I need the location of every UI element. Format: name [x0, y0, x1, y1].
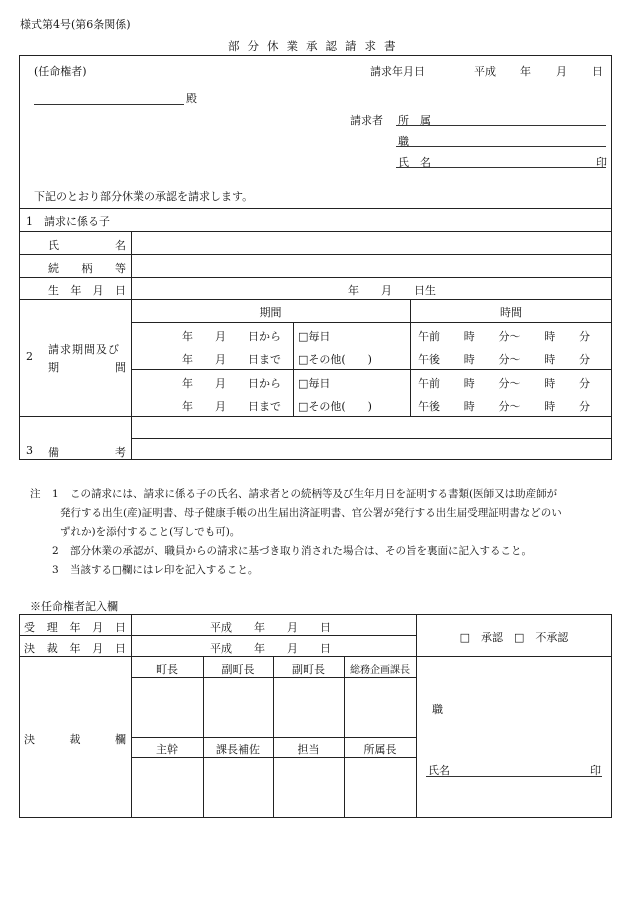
- divider: [203, 656, 204, 818]
- divider: [131, 438, 612, 439]
- approver-header: 所属長: [363, 743, 397, 756]
- period-range: 年 月 日まで: [182, 400, 281, 413]
- note-2-number: 2: [52, 545, 59, 557]
- note-3: 当該する□欄にはレ印を記入すること。: [70, 564, 259, 576]
- note-1-line2: 発行する出生(産)証明書、母子健康手帳の出生届出済証明書、官公署が発行する出生届受理証明書などのい: [60, 507, 562, 519]
- approver-header: 主幹: [156, 743, 178, 756]
- request-date-year: 年: [520, 65, 531, 78]
- request-date-era: 平成: [474, 65, 496, 78]
- period-header: 期間: [259, 306, 282, 319]
- section1-title: 1 請求に係る子: [26, 215, 110, 228]
- period-option[interactable]: □その他( ): [298, 400, 372, 413]
- notes-prefix: 注: [30, 488, 41, 500]
- requester-post-line: [396, 146, 606, 147]
- period-option[interactable]: □毎日: [298, 377, 331, 390]
- time-range: 午前 時 分〜 時 分: [418, 377, 590, 390]
- divider: [19, 299, 612, 300]
- divider: [273, 656, 274, 818]
- approver-header: 担当: [297, 743, 320, 756]
- divider: [131, 322, 612, 323]
- authority-section-title: ※任命権者記入欄: [30, 600, 118, 613]
- received-date-label: 受 理 年 月 日: [24, 621, 126, 634]
- child-relation-label: 続 柄 等: [48, 262, 126, 275]
- period-range: 年 月 日まで: [182, 353, 281, 366]
- form-title: 部分休業承認請求書: [228, 39, 404, 53]
- section2-number: 2: [26, 350, 33, 363]
- request-date-day: 日: [592, 65, 603, 78]
- decided-date-value: 平成 年 月 日: [210, 642, 331, 655]
- approver-header: 副町長: [221, 663, 255, 676]
- label-column-divider: [131, 614, 132, 818]
- child-dob-label: 生 年 月 日: [48, 284, 126, 297]
- decided-date-label: 決 裁 年 月 日: [24, 642, 126, 655]
- authority-name-line: [426, 776, 602, 777]
- period-range: 年 月 日から: [182, 330, 281, 343]
- divider: [19, 635, 416, 636]
- requester-name-line: [396, 167, 606, 168]
- period-option[interactable]: □毎日: [298, 330, 331, 343]
- time-range: 午後 時 分〜 時 分: [418, 400, 590, 413]
- authority-name-label: 氏名: [428, 764, 450, 777]
- request-date-label: 請求年月日: [370, 65, 425, 78]
- intro-text: 下記のとおり部分休業の承認を請求します。: [34, 190, 254, 203]
- authority-label: (任命権者): [34, 65, 87, 78]
- requester-dept-label: 所 属: [398, 114, 431, 127]
- requester-post-label: 職: [398, 135, 409, 148]
- approval-options[interactable]: □ 承認 □ 不承認: [459, 631, 569, 644]
- authority-name-line: [34, 104, 184, 105]
- kessai-label: 決 裁 欄: [24, 733, 126, 746]
- time-header: 時間: [500, 306, 522, 319]
- period-range: 年 月 日から: [182, 377, 281, 390]
- requester-label: 請求者: [350, 114, 383, 127]
- divider: [19, 416, 612, 417]
- remarks-label: 備 考: [48, 446, 126, 459]
- approver-header: 副町長: [292, 663, 325, 676]
- form-number: 様式第4号(第6条関係): [20, 18, 131, 31]
- note-2: 部分休業の承認が、職員からの請求に基づき取り消された場合は、その旨を裏面に記入すること。: [70, 545, 532, 557]
- section2-label-line1: 請求期間及び: [48, 343, 120, 356]
- label-column-divider: [131, 231, 132, 460]
- approver-header: 課長補佐: [216, 743, 260, 756]
- divider: [19, 656, 612, 657]
- requester-seal: 印: [596, 156, 607, 169]
- child-name-label: 氏 名: [48, 239, 126, 252]
- time-range: 午前 時 分〜 時 分: [418, 330, 590, 343]
- note-1-line3: ずれか)を添付すること(写しでも可)。: [60, 526, 241, 538]
- period-option-divider: [293, 322, 294, 416]
- approver-header: 総務企画課長: [350, 665, 410, 676]
- received-date-value: 平成 年 月 日: [210, 621, 331, 634]
- section2-label-line2: 期 間: [48, 361, 126, 374]
- note-1-number: 1: [52, 488, 59, 500]
- time-range: 午後 時 分〜 時 分: [418, 353, 590, 366]
- requester-dept-line: [396, 125, 606, 126]
- authority-seal: 印: [590, 764, 601, 777]
- approver-header: 町長: [156, 663, 178, 676]
- dono-label: 殿: [186, 92, 197, 105]
- requester-name-label: 氏 名: [398, 156, 431, 169]
- authority-post-label: 職: [432, 703, 443, 716]
- period-option[interactable]: □その他( ): [298, 353, 372, 366]
- divider: [19, 254, 612, 255]
- divider: [19, 277, 612, 278]
- section3-number: 3: [26, 444, 33, 457]
- request-date-month: 月: [556, 65, 567, 78]
- divider: [131, 369, 612, 370]
- child-dob-value: 年 月 日生: [348, 284, 436, 297]
- note-3-number: 3: [52, 564, 59, 576]
- divider: [19, 231, 612, 232]
- divider: [344, 656, 345, 818]
- note-1-line1: この請求には、請求に係る子の氏名、請求者との続柄等及び生年月日を証明する書類(医師又は助産師が: [70, 488, 558, 500]
